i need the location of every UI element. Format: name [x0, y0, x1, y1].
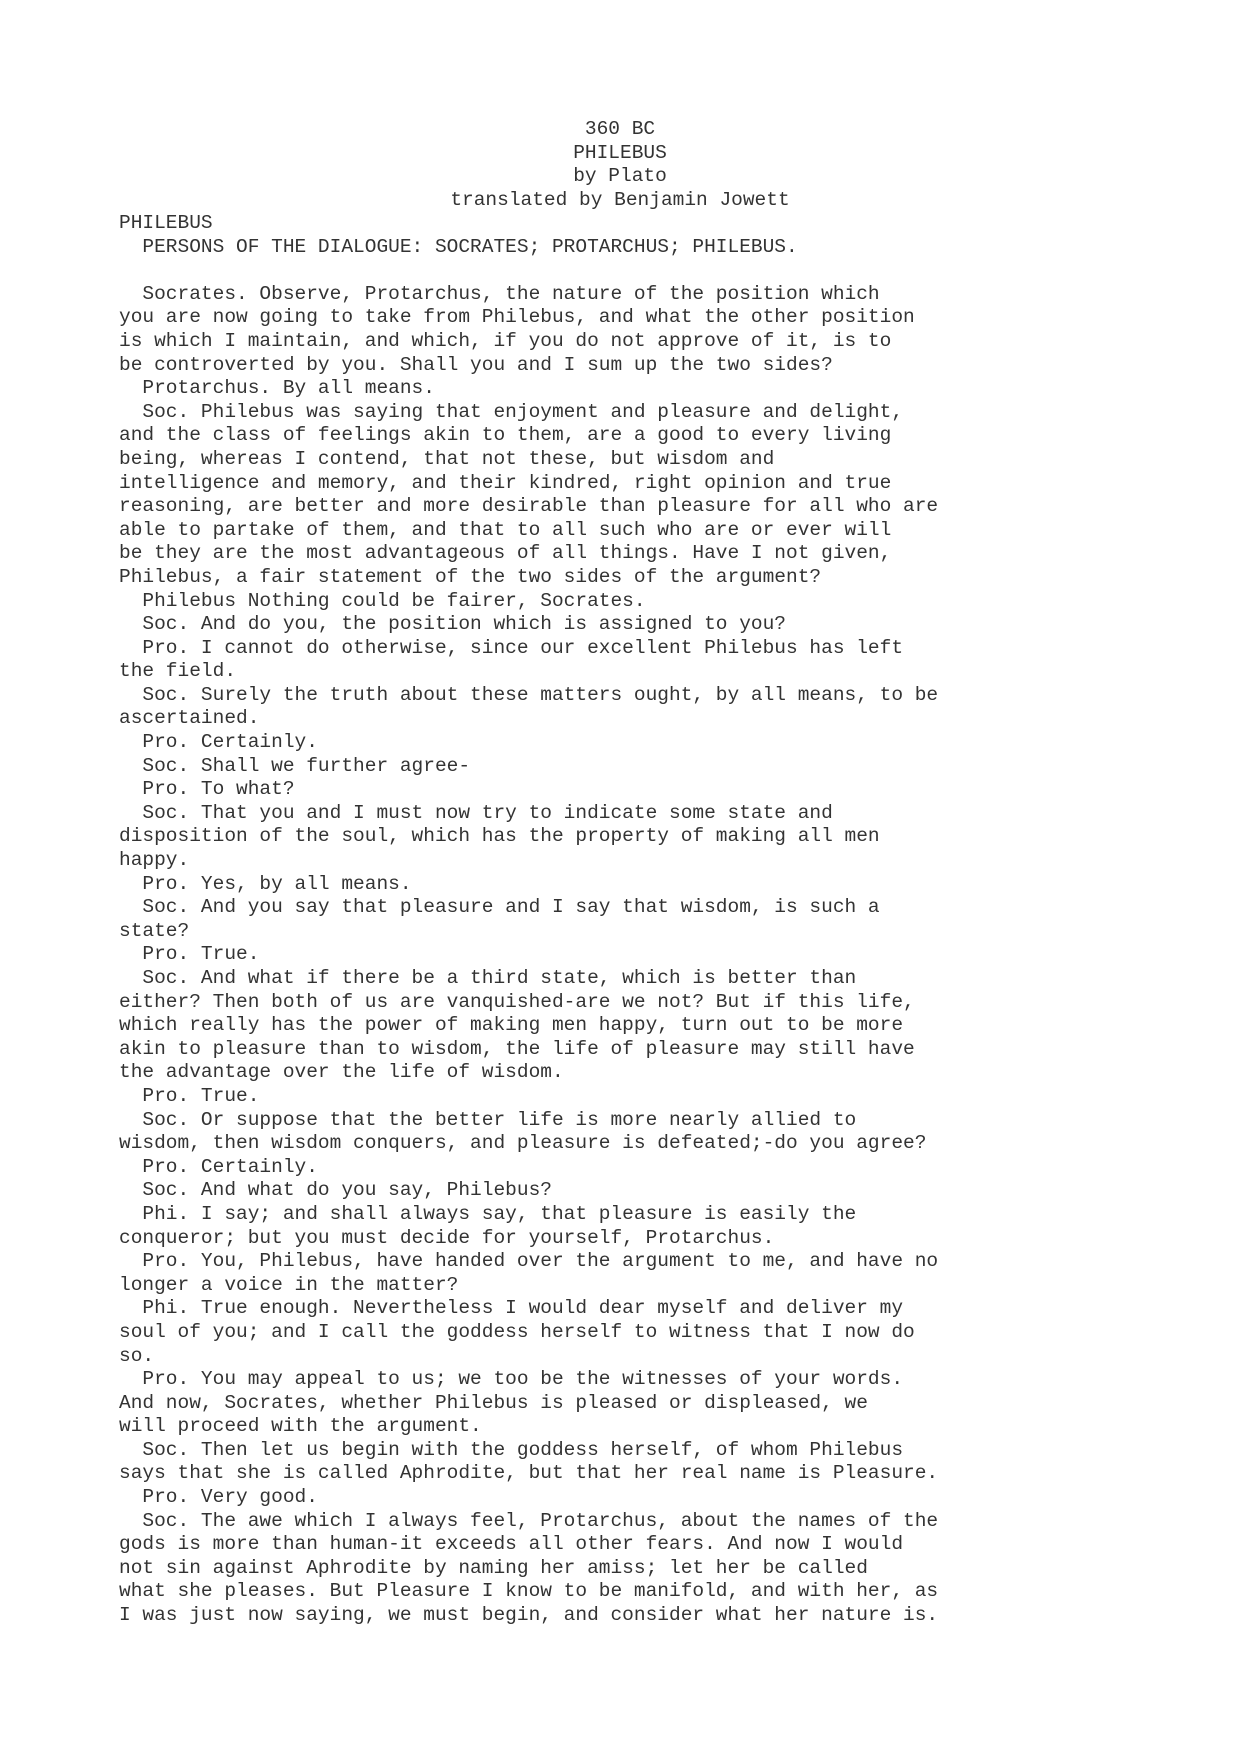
- text-line: happy.: [119, 849, 190, 872]
- text-line: conqueror; but you must decide for yourself, Protarchus.: [119, 1226, 775, 1249]
- text-line: Phi. I say; and shall always say, that pleasure is easily the: [119, 1202, 857, 1225]
- text-line: Soc. Philebus was saying that enjoyment and pleasure and delight,: [119, 400, 904, 423]
- text-line: And now, Socrates, whether Philebus is pleased or displeased, we: [119, 1391, 868, 1414]
- text-line: says that she is called Aphrodite, but that her real name is Pleasure.: [119, 1462, 939, 1485]
- text-line: the field.: [119, 660, 237, 683]
- text-line: the advantage over the life of wisdom.: [119, 1061, 564, 1084]
- text-line: Pro. To what?: [119, 778, 295, 801]
- text-line: PERSONS OF THE DIALOGUE: SOCRATES; PROTARCHUS; PHILEBUS.: [119, 235, 798, 258]
- text-line: PHILEBUS: [119, 212, 213, 234]
- text-line: Protarchus. By all means.: [119, 377, 435, 400]
- text-line: so.: [119, 1344, 155, 1367]
- text-line: Soc. That you and I must now try to indicate some state and: [119, 801, 833, 824]
- text-line: Pro. I cannot do otherwise, since our excellent Philebus has left: [119, 636, 904, 659]
- text-line: which really has the power of making men happy, turn out to be more: [119, 1014, 904, 1037]
- header-author: by Plato: [573, 165, 667, 188]
- text-line: Soc. And what do you say, Philebus?: [119, 1179, 552, 1202]
- text-line: either? Then both of us are vanquished-are we not? But if this life,: [119, 990, 915, 1013]
- text-line: be controverted by you. Shall you and I sum up the two sides?: [119, 353, 833, 376]
- text-line: intelligence and memory, and their kindred, right opinion and true: [119, 471, 892, 494]
- text-line: Soc. The awe which I always feel, Protarchus, about the names of the: [119, 1509, 939, 1532]
- text-line: longer a voice in the matter?: [119, 1273, 459, 1296]
- text-line: Philebus, a fair statement of the two sides of the argument?: [119, 565, 822, 588]
- text-line: Soc. And do you, the position which is assigned to you?: [119, 613, 787, 636]
- text-line: is which I maintain, and which, if you do not approve of it, is to: [119, 329, 892, 352]
- text-line: I was just now saying, we must begin, and consider what her nature is.: [119, 1604, 939, 1627]
- text-line: [119, 259, 1219, 283]
- text-line: Pro. Very good.: [119, 1486, 318, 1509]
- text-line: Soc. And what if there be a third state, which is better than: [119, 967, 857, 989]
- text-line: Pro. True.: [119, 1084, 260, 1107]
- document-header: [0, 118, 1240, 212]
- text-line: and the class of feelings akin to them, are a good to every living: [119, 424, 892, 447]
- text-line: reasoning, are better and more desirable than pleasure for all who are: [119, 495, 939, 518]
- text-line: Soc. Then let us begin with the goddess herself, of whom Philebus: [119, 1438, 904, 1461]
- text-line: able to partake of them, and that to all such who are or ever will: [119, 518, 892, 541]
- text-line: akin to pleasure than to wisdom, the life of pleasure may still have: [119, 1037, 915, 1060]
- text-line: gods is more than human-it exceeds all other fears. And now I would: [119, 1533, 904, 1556]
- text-line: wisdom, then wisdom conquers, and pleasure is defeated;-do you agree?: [119, 1132, 927, 1155]
- text-line: Socrates. Observe, Protarchus, the nature of the position which: [119, 282, 880, 305]
- text-line: state?: [119, 919, 190, 942]
- text-line: Pro. You, Philebus, have handed over the argument to me, and have no: [119, 1250, 939, 1273]
- document-body: [119, 212, 1219, 1628]
- text-line: soul of you; and I call the goddess herself to witness that I now do: [119, 1320, 915, 1343]
- text-line: being, whereas I contend, that not these, but wisdom and: [119, 447, 775, 470]
- text-line: Soc. Or suppose that the better life is more nearly allied to: [119, 1108, 857, 1131]
- header-title: PHILEBUS: [573, 141, 667, 164]
- text-line: Phi. True enough. Nevertheless I would dear myself and deliver my: [119, 1297, 904, 1320]
- text-line: Pro. You may appeal to us; we too be the witnesses of your words.: [119, 1368, 904, 1391]
- text-line: Soc. Shall we further agree-: [119, 754, 471, 777]
- text-line: Pro. Certainly.: [119, 731, 318, 754]
- text-line: will proceed with the argument.: [119, 1415, 482, 1438]
- text-line: Soc. And you say that pleasure and I say that wisdom, is such a: [119, 896, 880, 919]
- text-line: you are now going to take from Philebus, and what the other position: [119, 306, 915, 329]
- text-line: Pro. True.: [119, 943, 260, 966]
- text-line: not sin against Aphrodite by naming her amiss; let her be called: [119, 1556, 868, 1579]
- text-line: Pro. Yes, by all means.: [119, 872, 412, 895]
- header-translator: translated by Benjamin Jowett: [450, 188, 790, 211]
- text-line: Pro. Certainly.: [119, 1155, 318, 1178]
- text-line: Philebus Nothing could be fairer, Socrates.: [119, 589, 646, 612]
- text-line: what she pleases. But Pleasure I know to be manifold, and with her, as: [119, 1580, 939, 1603]
- text-line: Soc. Surely the truth about these matters ought, by all means, to be: [119, 683, 939, 706]
- header-date: 360 BC: [584, 118, 656, 140]
- text-line: disposition of the soul, which has the property of making all men: [119, 825, 880, 848]
- text-line: be they are the most advantageous of all things. Have I not given,: [119, 542, 892, 565]
- text-line: ascertained.: [119, 707, 260, 730]
